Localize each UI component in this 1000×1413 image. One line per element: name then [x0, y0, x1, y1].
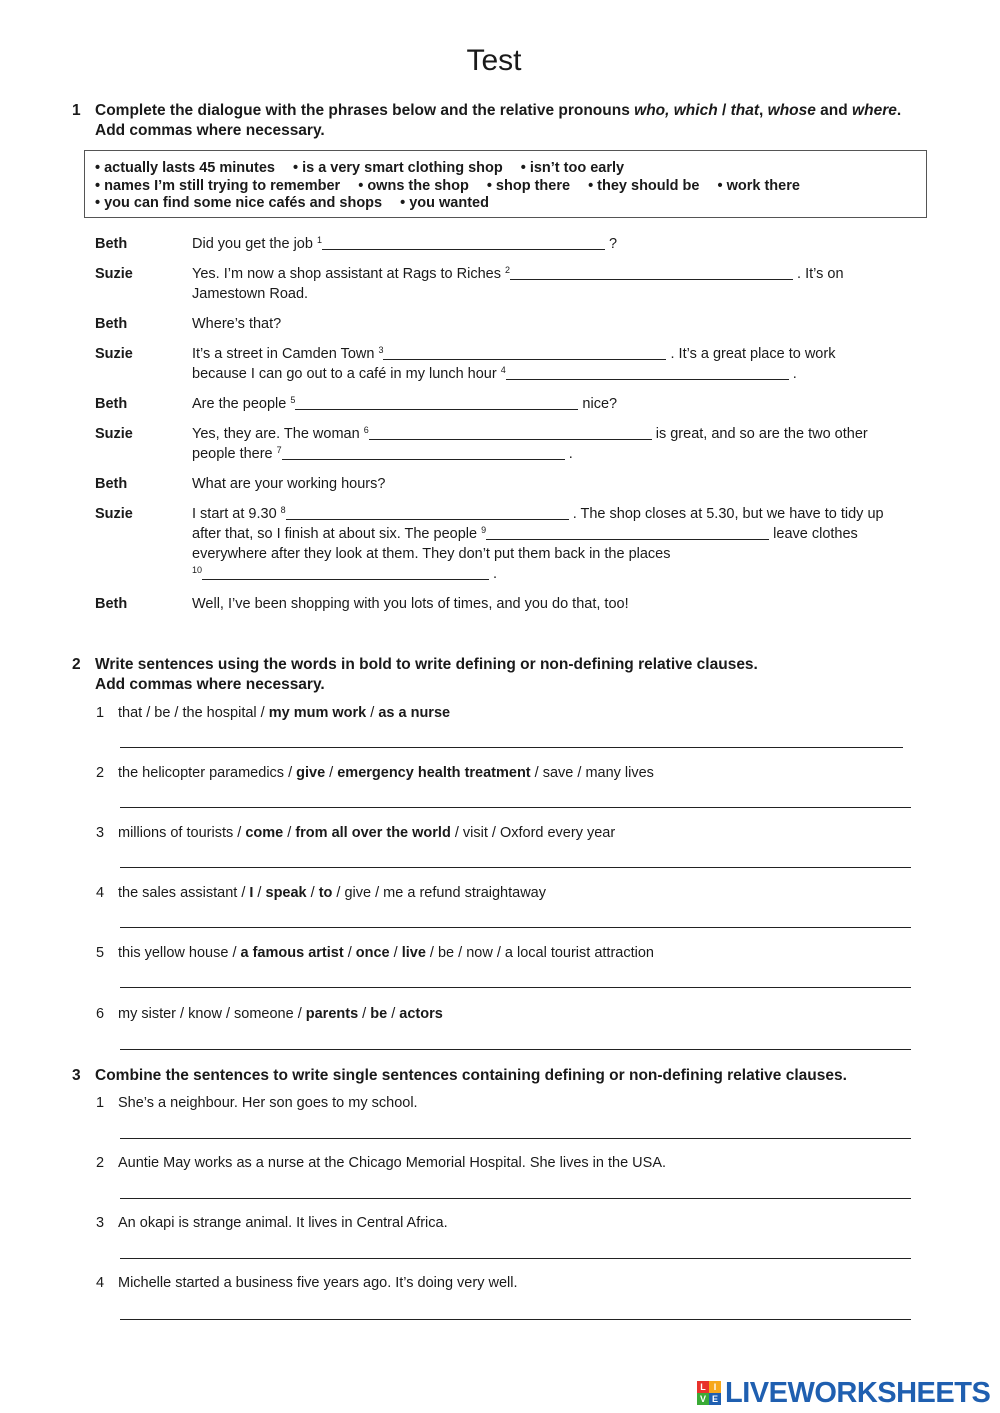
exercise-item — [96, 1213, 448, 1233]
prompt-text: / — [343, 945, 356, 961]
prompt-text: / — [387, 1006, 400, 1022]
bold-keyword: emergency health treatment — [337, 765, 531, 781]
section-2-instruction: Write sentences using the words in bold to write defining or non-defining relative clauses. Add commas where necessary. — [95, 656, 758, 693]
prompt-text: / — [253, 885, 266, 901]
item-number: 3 — [96, 1215, 105, 1231]
prompt-text: / visit / Oxford every year — [450, 825, 616, 841]
prompt-text: / — [325, 765, 338, 781]
item-number: 5 — [96, 945, 105, 961]
item-number: 1 — [96, 1095, 105, 1111]
exercise-item — [96, 1093, 418, 1113]
phrase: • shop there — [486, 177, 571, 194]
bold-keyword: give — [296, 765, 326, 781]
phrase-row — [95, 178, 916, 196]
logo-wordmark: LIVEWORKSHEETS — [725, 1376, 991, 1409]
prompt-text: / — [389, 945, 402, 961]
speaker-name: Suzie — [95, 506, 133, 522]
prompt-text: my sister / know / someone / — [118, 1006, 306, 1022]
phrase: • owns the shop — [358, 177, 469, 194]
dialogue-line: Yes. I’m now a shop assistant at Rags to Riches $^2$ . It’s on — [192, 265, 844, 282]
item-number: 2 — [96, 765, 105, 781]
speaker-name: Beth — [95, 476, 128, 492]
prompt-text: / — [283, 825, 296, 841]
prompt-text: the sales assistant / — [118, 885, 250, 901]
answer-blank-1[interactable] — [322, 235, 605, 250]
bold-keyword: parents — [305, 1006, 359, 1022]
prompt-text: that / be / the hospital / — [118, 705, 269, 721]
prompt-text: millions of tourists / — [118, 825, 246, 841]
dialogue-line: after that, so I finish at about six. The people $^9$ leave clothes — [192, 525, 858, 542]
dialogue-line: Well, I’ve been shopping with you lots of times, and you do that, too! — [192, 596, 629, 612]
dialogue-line: Where’s that? — [192, 316, 282, 332]
section-2-heading — [72, 655, 922, 695]
answer-blank-5[interactable] — [295, 395, 578, 410]
phrase: • is a very smart clothing shop — [292, 160, 503, 176]
speaker-name: Beth — [95, 596, 128, 612]
speaker-name: Suzie — [95, 266, 133, 282]
phrase: • isn’t too early — [520, 160, 625, 176]
dialogue-line: It’s a street in Camden Town $^3$ . It’s a great place to work — [192, 345, 836, 362]
answer-line[interactable] — [120, 1197, 911, 1199]
page-title: Test — [466, 44, 522, 77]
dialogue-line: $^{10}$ . — [192, 565, 498, 582]
section-3-instruction: Combine the sentences to write single sentences containing defining or non-defining relative clauses. — [95, 1067, 847, 1084]
item-number: 4 — [96, 1275, 105, 1291]
item-text: She’s a neighbour. Her son goes to my school. — [118, 1095, 418, 1111]
exercise-item — [96, 1004, 443, 1024]
prompt-text: / — [306, 885, 319, 901]
prompt-text: / — [366, 705, 379, 721]
exercise-item — [96, 1153, 666, 1173]
speaker-name: Suzie — [95, 426, 133, 442]
prompt-text: the helicopter paramedics / — [118, 765, 297, 781]
item-number: 4 — [96, 885, 105, 901]
section-number: 3 — [72, 1067, 81, 1084]
item-text: Michelle started a business five years ago. It’s doing very well. — [118, 1275, 518, 1291]
item-number: 3 — [96, 825, 105, 841]
answer-blank-2[interactable] — [510, 265, 793, 280]
speaker-name: Suzie — [95, 346, 133, 362]
phrase: • actually lasts 45 minutes — [95, 160, 275, 176]
dialogue-line: Yes, they are. The woman $^6$ is great, and so are the two other — [192, 425, 868, 442]
dialogue-line: Did you get the job $^1$ ? — [192, 235, 618, 252]
answer-blank-9[interactable] — [486, 525, 769, 540]
prompt-text: this yellow house / — [118, 945, 241, 961]
bold-keyword: be — [370, 1006, 388, 1022]
answer-blank-7[interactable] — [282, 445, 565, 460]
bold-keyword: I — [249, 885, 254, 901]
section-number: 2 — [72, 656, 81, 673]
prompt-text: / save / many lives — [530, 765, 654, 781]
exercise-item — [96, 763, 654, 783]
exercise-item — [96, 943, 654, 963]
phrase-box — [84, 150, 927, 218]
bold-keyword: a famous artist — [240, 945, 344, 961]
phrase: • names I’m still trying to remember — [95, 177, 341, 194]
bold-keyword: from all over the world — [295, 825, 451, 841]
bold-keyword: my mum work — [268, 705, 367, 721]
bold-keyword: to — [318, 885, 333, 901]
answer-blank-3[interactable] — [383, 345, 666, 360]
logo-icon-letter: L — [697, 1381, 709, 1393]
answer-blank-10[interactable] — [202, 565, 489, 580]
phrase-row — [95, 195, 916, 213]
speaker-name: Beth — [95, 316, 128, 332]
logo-icon-letter: V — [697, 1393, 709, 1405]
dialogue-line: because I can go out to a café in my lunch hour $^4$ . — [192, 365, 797, 382]
item-number: 1 — [96, 705, 105, 721]
bold-keyword: once — [355, 945, 390, 961]
item-number: 6 — [96, 1006, 105, 1022]
phrase-row — [95, 160, 916, 178]
answer-blank-8[interactable] — [286, 505, 569, 520]
speaker-name: Beth — [95, 236, 128, 252]
prompt-text: / — [358, 1006, 371, 1022]
logo-icon-letter: I — [709, 1381, 721, 1393]
dialogue-line: Are the people $^5$ nice? — [192, 395, 618, 412]
dialogue-line: What are your working hours? — [192, 476, 386, 492]
phrase: • you can find some nice cafés and shops — [95, 195, 383, 211]
logo-icon — [697, 1381, 721, 1405]
bold-keyword: come — [245, 825, 284, 841]
liveworksheets-logo — [697, 1378, 990, 1408]
answer-line[interactable] — [120, 1048, 911, 1050]
item-number: 2 — [96, 1155, 105, 1171]
speaker-name: Beth — [95, 396, 128, 412]
answer-line[interactable] — [120, 926, 911, 928]
dialogue-line: Jamestown Road. — [192, 286, 309, 302]
answer-blank-4[interactable] — [506, 365, 789, 380]
phrase: • they should be — [588, 177, 700, 194]
answer-line[interactable] — [120, 1257, 911, 1259]
dialogue-line: everywhere after they look at them. They don’t put them back in the places — [192, 546, 671, 562]
answer-line[interactable] — [120, 746, 903, 748]
item-text: Auntie May works as a nurse at the Chicago Memorial Hospital. She lives in the USA. — [118, 1155, 667, 1171]
bold-keyword: actors — [399, 1006, 443, 1022]
bold-keyword: speak — [265, 885, 307, 901]
prompt-text: / be / now / a local tourist attraction — [425, 945, 654, 961]
section-number: 1 — [72, 102, 81, 119]
exercise-item — [96, 823, 615, 843]
logo-icon-letter: E — [709, 1393, 721, 1405]
bold-keyword: live — [401, 945, 426, 961]
dialogue-line: people there $^7$ . — [192, 445, 573, 462]
exercise-item — [96, 1273, 517, 1293]
answer-line[interactable] — [120, 1318, 911, 1320]
answer-line[interactable] — [120, 986, 911, 988]
phrase: • work there — [717, 177, 800, 194]
answer-line[interactable] — [120, 806, 911, 808]
prompt-text: / give / me a refund straightaway — [332, 885, 546, 901]
bold-keyword: as a nurse — [378, 705, 451, 721]
item-text: An okapi is strange animal. It lives in Central Africa. — [118, 1215, 448, 1231]
phrase: • you wanted — [400, 195, 489, 211]
section-1-instruction: Complete the dialogue with the phrases below and the relative pronouns who, which / that, whose and where. Add commas where necessary. — [95, 102, 902, 139]
answer-line[interactable] — [120, 1137, 911, 1139]
dialogue-line: I start at 9.30 $^8$ . The shop closes at 5.30, but we have to tidy up — [192, 505, 884, 522]
answer-blank-6[interactable] — [369, 425, 652, 440]
exercise-item — [96, 883, 546, 903]
answer-line[interactable] — [120, 866, 911, 868]
exercise-item — [96, 703, 450, 723]
